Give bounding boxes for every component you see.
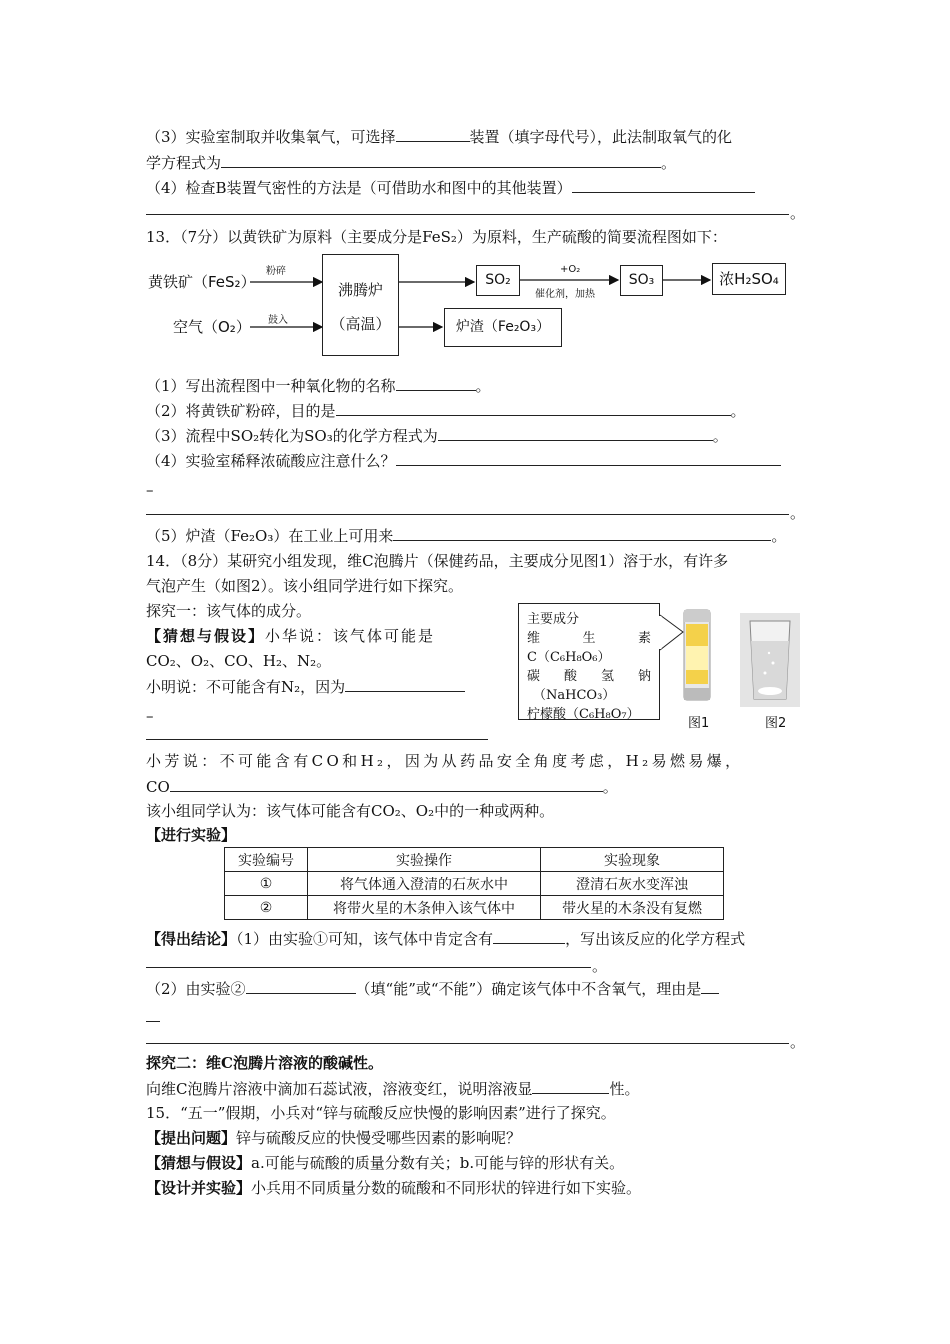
blow-label: 鼓入 [268, 315, 288, 326]
answer-blank[interactable] [493, 928, 565, 944]
group-conclusion: 该小组同学认为：该气体可能含有CO₂、O₂中的一种或两种。 [146, 802, 555, 820]
ingredients-callout [518, 603, 660, 720]
do-experiment-tag: 【进行实验】 [146, 826, 237, 844]
answer-rule[interactable] [146, 966, 591, 968]
furnace-temp: （高温） [330, 315, 391, 333]
table-header: 实验编号 [225, 848, 308, 872]
furnace-label: 沸腾炉 [337, 281, 383, 299]
experiment-table [224, 847, 724, 920]
explore1: 探究一：该气体的成分。 [146, 602, 312, 620]
answer-blank[interactable] [170, 776, 603, 792]
hypothesis-line: 【猜想与假设】小华说：该气体可能是 [146, 627, 436, 645]
xiaofang-line1: 小芳说：不可能含有CO和H₂，因为从药品安全角度考虑，H₂易燃易爆， [146, 752, 744, 770]
answer-blank[interactable] [701, 978, 719, 994]
table-row [225, 872, 724, 896]
q3-line1: （3）实验室制取并收集氧气，可选择 装置（填字母代号），此法制取氧气的化 [146, 128, 733, 146]
period: 。 [790, 204, 806, 222]
answer-blank[interactable] [336, 400, 731, 416]
answer-blank[interactable] [246, 978, 356, 994]
table-cell: 带火星的木条没有复燃 [541, 896, 724, 920]
period: 。 [592, 957, 608, 975]
dash [146, 1006, 160, 1027]
so2-box: SO₂ [476, 265, 520, 296]
q13-q2: （2）将黄铁矿粉碎，目的是 。 [146, 402, 746, 420]
table-cell: 将带火星的木条伸入该气体中 [308, 896, 541, 920]
q15-design: 【设计并实验】小兵用不同质量分数的硫酸和不同形状的锌进行如下实验。 [146, 1179, 642, 1197]
q14-header1: 14．（8分）某研究小组发现，维C泡腾片（保健药品，主要成分见图1）溶于水，有许多 [146, 552, 729, 570]
conclusion1-line: 【得出结论】（1）由实验①可知，该气体中肯定含有 ，写出该反应的化学方程式 [146, 930, 746, 948]
xiaofang-line2: CO 。 [146, 778, 618, 796]
q13-q4: （4）实验室稀释浓硫酸应注意什么？ [146, 450, 781, 471]
dash: – [146, 707, 154, 725]
table-cell: 将气体通入澄清的石灰水中 [308, 872, 541, 896]
acid-box: 浓H₂SO₄ [712, 263, 786, 295]
fizzing-glass-image [740, 613, 800, 707]
catalyst-label: 催化剂，加热 [535, 289, 595, 300]
q14-header2: 气泡产生（如图2）。该小组同学进行如下探究。 [146, 577, 464, 595]
q13-header: 13．（7分）以黄铁矿为原料（主要成分是FeS₂）为原料，生产硫酸的简要流程图如下： [146, 228, 727, 246]
table-cell: ② [225, 896, 308, 920]
callout-line5: 柠檬酸（C₆H₈O₇） [527, 707, 640, 722]
callout-line1: 维 生 素 [527, 631, 651, 646]
air-label: 空气（O₂） [173, 318, 251, 336]
conclusion2-line: （2）由实验② （填“能”或“不能”）确定该气体中不含氧气，理由是 [146, 978, 719, 999]
explore2: 探究二：维C泡腾片溶液的酸碱性。 [146, 1054, 383, 1072]
hypothesis-gases: CO₂、O₂、CO、H₂、N₂。 [146, 652, 332, 670]
callout-line2: C（C₆H₈O₆） [527, 650, 611, 665]
q3-line2: 学方程式为 。 [146, 154, 677, 172]
table-header: 实验现象 [541, 848, 724, 872]
period: 。 [790, 1033, 806, 1051]
q13-q1: （1）写出流程图中一种氧化物的名称 。 [146, 377, 491, 395]
o2-label: +O₂ [560, 264, 581, 275]
answer-blank[interactable] [396, 375, 476, 391]
furnace-box [322, 254, 399, 356]
q15-header: 15．“五一”假期，小兵对“锌与硫酸反应快慢的影响因素”进行了探究。 [146, 1104, 616, 1122]
table-header: 实验操作 [308, 848, 541, 872]
answer-blank[interactable] [146, 1006, 160, 1022]
answer-blank[interactable] [532, 1078, 609, 1094]
vitamin-tube-image [678, 606, 718, 706]
q15-hypo: 【猜想与假设】a.可能与硫酸的质量分数有关；b.可能与锌的形状有关。 [146, 1154, 625, 1172]
callout-line3: 碳 酸 氢 钠 [527, 669, 651, 684]
pyrite-label: 黄铁矿（FeS₂） [148, 273, 256, 291]
so3-box: SO₃ [620, 265, 663, 296]
dash: – [146, 481, 154, 499]
answer-blank[interactable] [396, 450, 781, 466]
slag-box: 炉渣（Fe₂O₃） [444, 308, 562, 347]
q13-q3: （3）流程中SO₂转化为SO₃的化学方程式为 。 [146, 427, 728, 445]
litmus-line: 向维C泡腾片溶液中滴加石蕊试液，溶液变红，说明溶液显 性。 [146, 1080, 640, 1098]
xiaoming-line: 小明说：不可能含有N₂，因为 [146, 676, 465, 697]
answer-blank[interactable] [345, 676, 465, 692]
table-header-row [225, 848, 724, 872]
table-cell: ① [225, 872, 308, 896]
q4-line: （4）检查B装置气密性的方法是（可借助水和图中的其他装置） [146, 177, 755, 198]
fig1-label: 图1 [688, 716, 710, 731]
period: 。 [790, 504, 806, 522]
answer-rule[interactable] [146, 1042, 789, 1044]
q15-ask: 【提出问题】锌与硫酸反应的快慢受哪些因素的影响呢？ [146, 1129, 522, 1147]
grind-label: 粉碎 [266, 266, 286, 277]
fig2-label: 图2 [765, 716, 787, 731]
callout-title: 主要成分 [527, 612, 580, 627]
q13-q5: （5）炉渣（Fe₂O₃）在工业上可用来 。 [146, 527, 787, 545]
table-row [225, 896, 724, 920]
table-cell: 澄清石灰水变浑浊 [541, 872, 724, 896]
callout-line4: （NaHCO₃） [533, 688, 616, 703]
answer-rule[interactable] [146, 513, 789, 515]
answer-blank[interactable] [438, 425, 713, 441]
answer-blank[interactable] [393, 525, 771, 541]
answer-rule[interactable] [146, 738, 488, 740]
